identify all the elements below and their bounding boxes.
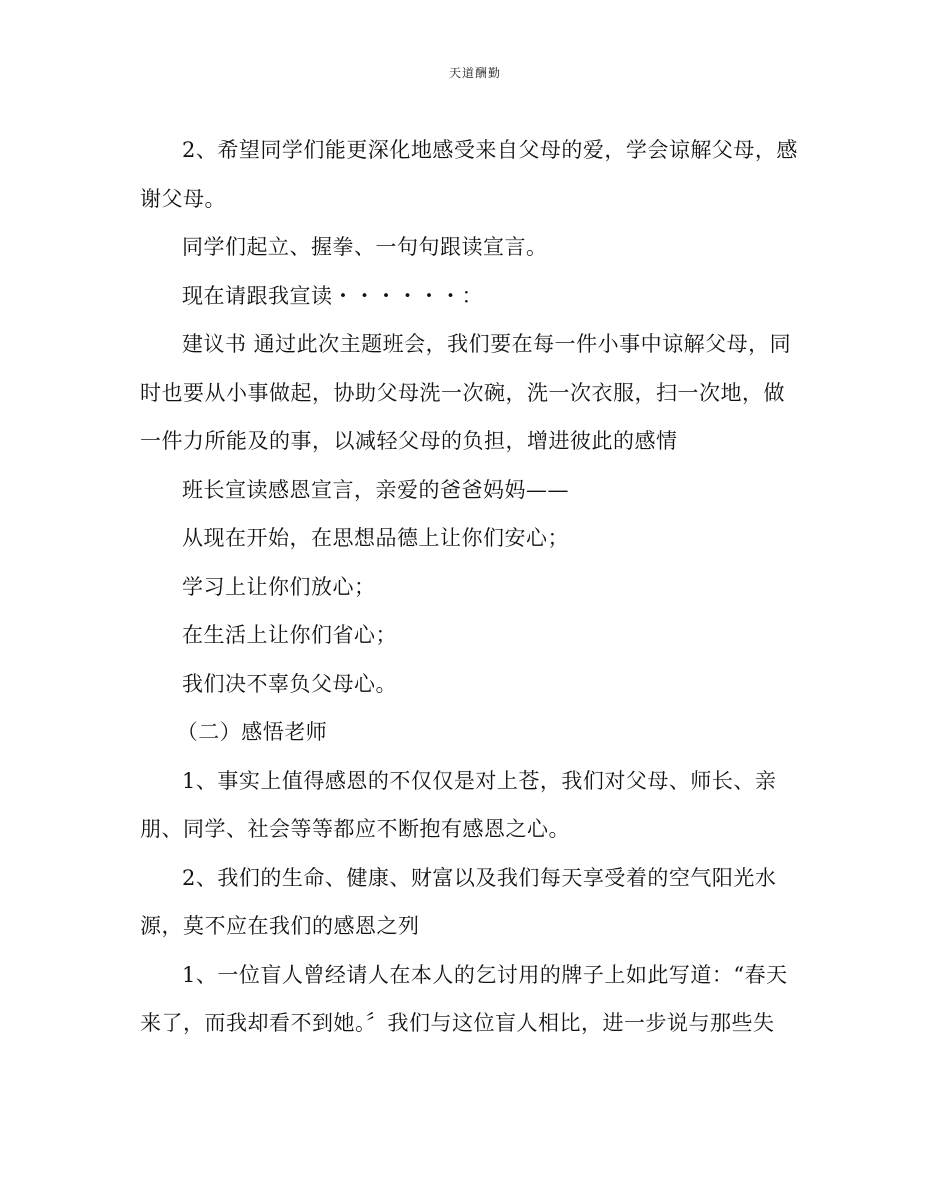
section-heading: （二）感悟老师 (176, 720, 328, 744)
text-line: 我们决不辜负父母心。 (182, 671, 397, 696)
document-body (140, 126, 810, 1048)
text-line: 2、我们的生命、健康、财富以及我们每天享受着的空气阳光水 (182, 865, 777, 890)
text-line: 从现在开始，在思想品德上让你们安心； (182, 526, 569, 550)
text-line: 来了，而我却看不到她。〞我们与这位盲人相比，进一步说与那些失 (140, 1011, 775, 1035)
text-line: 1、事实上值得感恩的不仅仅是对上苍，我们对父母、师长、亲 (182, 768, 777, 793)
text-line: 学习上让你们放心； (182, 574, 376, 599)
page-header: 天道酬勤 (448, 66, 501, 80)
text-line: 班长宣读感恩宣言，亲爱的爸爸妈妈—— (182, 477, 569, 502)
text-line: 同学们起立、握拳、一句句跟读宣言。 (182, 235, 548, 259)
text-line: 2、希望同学们能更深化地感受来自父母的爱，学会谅解父母，感 (182, 138, 798, 162)
text-line: 朋、同学、社会等等都应不断抱有感恩之心。 (140, 817, 570, 841)
text-line: 谢父母。 (140, 186, 226, 211)
text-line: 建议书 通过此次主题班会，我们要在每一件小事中谅解父母，同 (182, 332, 792, 356)
text-line: 一件力所能及的事，以减轻父母的负担，增进彼此的感情 (140, 429, 678, 453)
text-line: 现在请跟我宣读・・・・・・： (182, 283, 483, 308)
text-line: 1、一位盲人曾经请人在本人的乞讨用的牌子上如此写道：“春天 (182, 962, 788, 987)
text-line: 在生活上让你们省心； (182, 623, 397, 647)
text-line: 时也要从小事做起，协助父母洗一次碗，洗一次衣服，扫一次地，做 (140, 380, 785, 405)
text-line: 源，莫不应在我们的感恩之列 (140, 914, 420, 938)
